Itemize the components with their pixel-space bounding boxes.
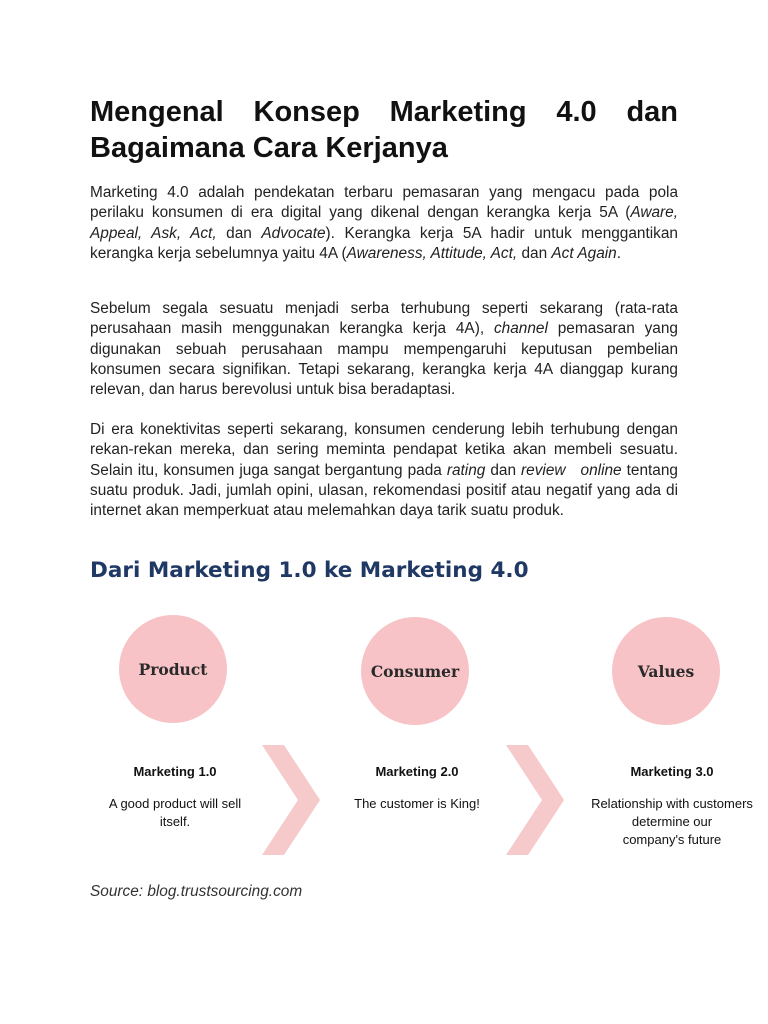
circle-label: Product bbox=[138, 659, 208, 679]
desc-line: determine our bbox=[631, 814, 713, 829]
paragraph-connectivity bbox=[90, 420, 678, 521]
text-span: Marketing 4.0 adalah pendekatan terbaru pemasaran yang mengacu pada pola perilaku konsumen di era digital yang dikenal dengan kerangka kerja 5A ( bbox=[90, 184, 678, 222]
text-span: dan bbox=[216, 224, 262, 242]
paragraph-history bbox=[90, 299, 678, 400]
circle-label: Values bbox=[637, 661, 695, 681]
stage-desc-marketing-3 bbox=[572, 795, 768, 849]
italic-term: Aware, Appeal, Ask, Act, bbox=[90, 204, 678, 242]
stage-title-marketing-1: Marketing 1.0 bbox=[133, 764, 217, 779]
stage-desc-marketing-1 bbox=[75, 795, 275, 831]
consumer-circle bbox=[361, 617, 469, 725]
values-circle bbox=[612, 617, 720, 725]
desc-line: company's future bbox=[622, 832, 722, 847]
chevron-right-icon bbox=[262, 745, 320, 855]
italic-term: Advocate bbox=[261, 224, 326, 242]
marketing-evolution-diagram bbox=[0, 605, 768, 865]
italic-term: channel bbox=[493, 320, 548, 338]
italic-term: Awareness, Attitude, Act, bbox=[346, 244, 518, 262]
product-circle bbox=[119, 615, 227, 723]
text-span: Sebelum segala sesuatu menjadi serba terhubung seperti sekarang (rata-rata perusahaan masih menggunakan kerangka kerja 4A), bbox=[90, 300, 678, 338]
article-title: Mengenal Konsep Marketing 4.0 dan Bagaimana Cara Kerjanya bbox=[90, 96, 678, 164]
desc-line: The customer is King! bbox=[354, 796, 480, 811]
stage-title-marketing-3: Marketing 3.0 bbox=[630, 764, 714, 779]
circle-label: Consumer bbox=[370, 661, 460, 681]
desc-line: A good product will sell bbox=[108, 796, 242, 811]
text-span: Di era konektivitas seperti sekarang, konsumen cenderung lebih terhubung dengan rekan-rekan mereka, dan sering meminta pendapat ketika akan membeli sesuatu. Selain itu, konsumen juga sangat bergantung pada bbox=[90, 421, 678, 479]
text-span: . bbox=[616, 244, 622, 262]
text-span: ). Kerangka kerja 5A hadir untuk menggantikan kerangka kerja sebelumnya yaitu 4A ( bbox=[90, 224, 678, 262]
text-span: dan bbox=[485, 461, 522, 479]
desc-line: itself. bbox=[159, 814, 191, 829]
section-subheading: Dari Marketing 1.0 ke Marketing 4.0 bbox=[90, 558, 529, 583]
chevron-right-icon bbox=[506, 745, 564, 855]
image-source-caption: Source: blog.trustsourcing.com bbox=[90, 883, 303, 900]
stage-title-marketing-2: Marketing 2.0 bbox=[375, 764, 459, 779]
paragraph-intro bbox=[90, 183, 678, 264]
italic-term: review online bbox=[521, 461, 622, 479]
italic-term: rating bbox=[446, 461, 486, 479]
italic-term: Act Again bbox=[551, 244, 617, 262]
text-span: pemasaran yang digunakan sebuah perusahaan mampu mempengaruhi keputusan pembelian konsumen secara signifikan. Tetapi sekarang, kerangka kerja 4A dianggap kurang relevan, dan harus berevolusi untuk bisa beradaptasi. bbox=[90, 320, 678, 399]
text-span: dan bbox=[517, 244, 552, 262]
text-span: tentang suatu produk. Jadi, jumlah opini, ulasan, rekomendasi positif atau negatif yang ada di internet akan memperkuat atau melemahkan daya tarik suatu produk. bbox=[90, 461, 678, 520]
stage-desc-marketing-2 bbox=[317, 795, 517, 813]
desc-line: Relationship with customers bbox=[591, 796, 753, 811]
